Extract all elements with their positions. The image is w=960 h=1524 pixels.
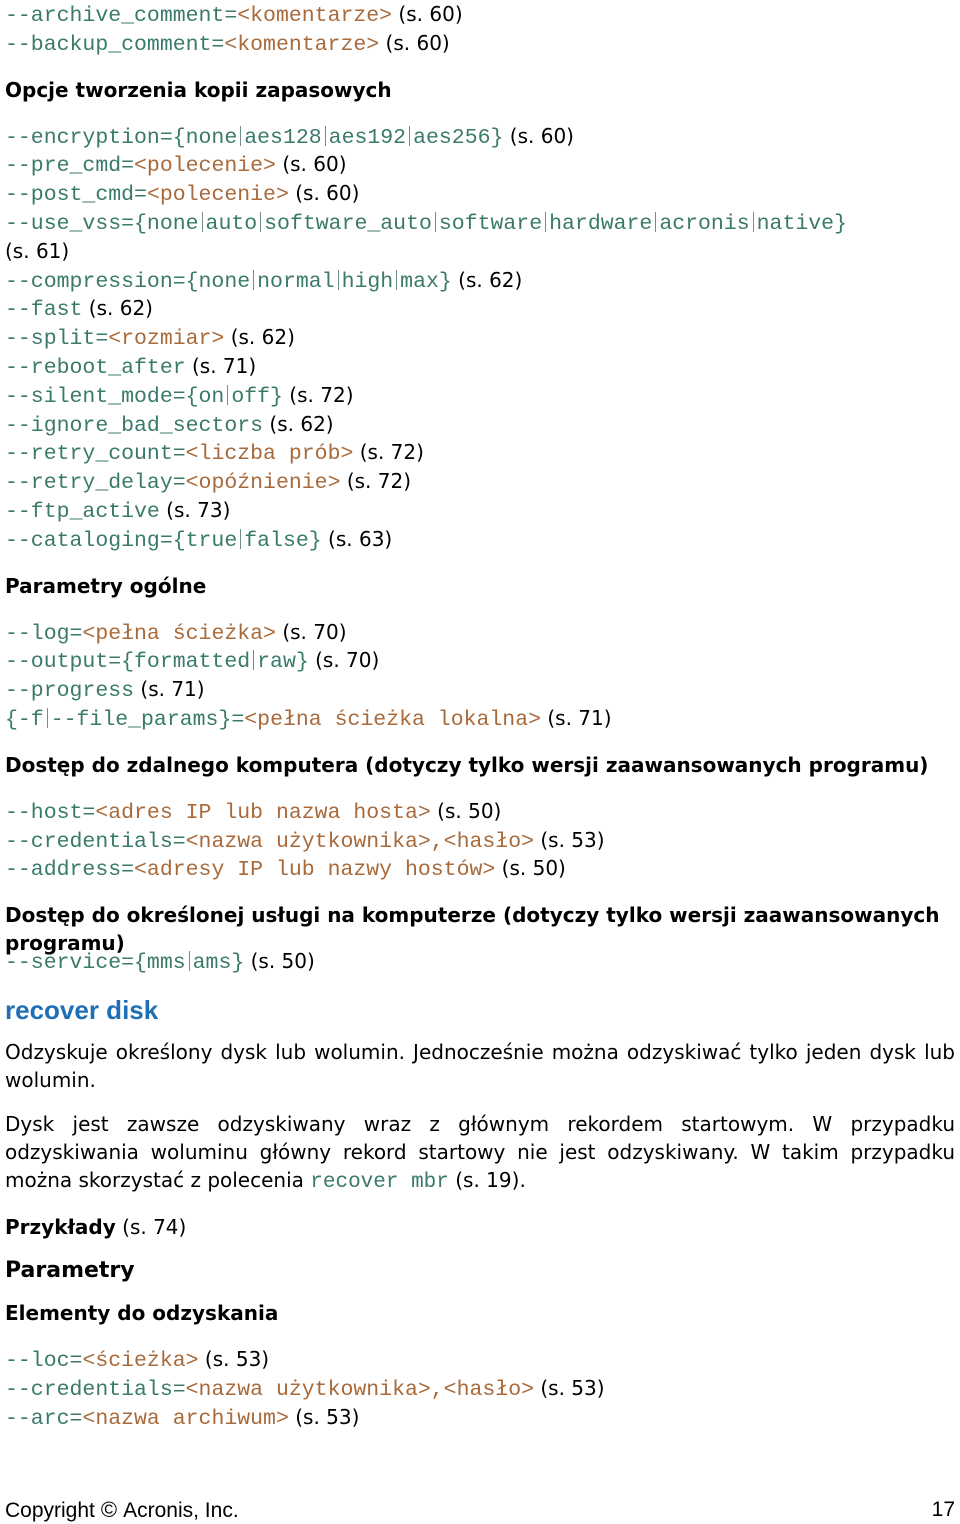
option-code[interactable]: high: [341, 269, 394, 294]
option-line: [5, 438, 955, 467]
option-list-general: [5, 618, 955, 733]
page-ref: (s. 62): [224, 325, 295, 350]
option-line: [5, 122, 955, 151]
option-code[interactable]: --retry_count=: [5, 442, 186, 467]
option-placeholder[interactable]: <polecenie>: [134, 154, 276, 179]
option-line: [5, 410, 955, 439]
option-placeholder[interactable]: <ścieżka>: [82, 1348, 199, 1373]
examples-line: [5, 1213, 955, 1241]
option-line: [5, 381, 955, 410]
command-link-recover-mbr[interactable]: recover mbr: [310, 1170, 449, 1194]
option-placeholder[interactable]: <komentarze>: [237, 4, 393, 28]
pipe-separator: [753, 212, 754, 232]
option-line: [5, 947, 955, 976]
page-ref: (s. 63): [321, 526, 393, 551]
option-code[interactable]: --address=: [5, 858, 135, 883]
page-ref: (s. 62): [451, 267, 523, 292]
option-placeholder[interactable]: <rozmiar>: [108, 327, 225, 352]
option-code[interactable]: --use_vss={none: [5, 211, 199, 236]
option-line: [5, 266, 955, 295]
page-ref: (s. 62): [82, 296, 153, 321]
option-code[interactable]: software: [438, 211, 543, 236]
option-placeholder[interactable]: <polecenie>: [146, 183, 289, 208]
pipe-separator: [655, 212, 656, 232]
option-code[interactable]: --encryption={none: [5, 125, 238, 150]
page-ref: (s. 70): [275, 619, 347, 644]
option-line: [5, 0, 955, 29]
option-line: [5, 704, 955, 733]
option-line: [5, 1345, 955, 1374]
option-placeholder[interactable]: <komentarze>: [224, 32, 380, 57]
option-code[interactable]: --arc=: [5, 1406, 83, 1431]
page-ref: (s. 72): [353, 440, 424, 465]
paragraph-description: Odzyskuje określony dysk lub wolumin. Jednocześnie można odzyskiwać tylko jeden dysk lub wolumin.: [5, 1039, 955, 1092]
option-placeholder[interactable]: <liczba prób>: [185, 442, 354, 467]
heading-general-params: Parametry ogólne: [5, 573, 207, 598]
page-ref: (s. 50): [430, 798, 502, 823]
option-code[interactable]: false}: [244, 528, 322, 553]
section-title-recover-disk: recover disk: [5, 994, 159, 1025]
option-code[interactable]: --backup_comment=: [5, 32, 225, 57]
option-code[interactable]: --credentials=: [5, 1377, 186, 1402]
page-footer: [5, 1496, 955, 1524]
page-ref: (s. 60): [275, 152, 347, 177]
page-ref: (s. 53): [534, 827, 605, 852]
pipe-separator: [338, 270, 339, 290]
option-code[interactable]: max}: [400, 269, 452, 294]
option-code[interactable]: --reboot_after: [5, 355, 186, 380]
option-code[interactable]: --progress: [5, 679, 135, 704]
option-code[interactable]: --log=: [5, 621, 83, 646]
option-list-backup: [5, 122, 955, 554]
page-ref: (s. 72): [282, 382, 354, 407]
page-ref: (s. 71): [185, 353, 257, 378]
option-code[interactable]: --pre_cmd=: [5, 154, 135, 179]
page-ref: (s. 61): [5, 238, 70, 263]
copyright-label: Copyright: [5, 1499, 95, 1522]
pipe-separator: [545, 212, 546, 232]
pipe-separator: [227, 385, 228, 405]
option-code[interactable]: --loc=: [5, 1348, 83, 1373]
option-code[interactable]: --host=: [5, 800, 96, 825]
pipe-separator: [396, 270, 397, 290]
option-code[interactable]: --file_params}=: [50, 707, 245, 732]
option-code[interactable]: --fast: [5, 298, 83, 323]
option-line: [5, 352, 955, 381]
pipe-separator: [202, 212, 203, 232]
option-code[interactable]: --post_cmd=: [5, 183, 147, 208]
option-line: [5, 496, 955, 525]
option-code[interactable]: software_auto: [264, 211, 432, 236]
page-content: [5, 0, 955, 1431]
page-ref: (s. 71): [541, 705, 612, 730]
heading-service-access: Dostęp do określonej usługi na komputerze (dotyczy tylko wersji zaawansowanych programu): [5, 903, 940, 956]
option-line: [5, 797, 955, 826]
pipe-separator: [240, 126, 241, 146]
option-placeholder[interactable]: <nazwa archiwum>: [82, 1406, 289, 1431]
paragraph-mbr-note: [5, 1110, 955, 1197]
option-code[interactable]: off}: [231, 384, 283, 409]
pipe-separator: [325, 126, 326, 146]
option-code[interactable]: aes256}: [413, 125, 504, 150]
company-name: Acronis, Inc.: [123, 1499, 239, 1522]
page-ref: (s. 53): [288, 1404, 360, 1429]
page-ref: (s. 50): [495, 856, 566, 881]
option-line: [5, 467, 955, 496]
option-code[interactable]: --ignore_bad_sectors: [5, 413, 264, 438]
copyright-symbol: ©: [100, 1497, 118, 1522]
option-code[interactable]: auto: [205, 211, 258, 236]
page-ref: (s. 73): [159, 497, 231, 522]
option-list-remote: [5, 797, 955, 883]
option-code[interactable]: --credentials=: [5, 829, 186, 854]
paragraph-text: Dysk jest zawsze odzyskiwany wraz z głównym rekordem startowym. W przypadku odzyskiwania woluminu główny rekord startowy nie jest odzyskiwany. W takim przypadku można skorzystać z polecenia: [5, 1111, 955, 1192]
option-code[interactable]: --compression={none: [5, 269, 251, 294]
option-placeholder[interactable]: <adres IP lub nazwa hosta>: [95, 800, 431, 825]
option-line: [5, 150, 955, 179]
page-ref: (s. 60): [379, 30, 450, 55]
option-line: [5, 525, 955, 554]
option-line: [5, 618, 955, 647]
pipe-separator: [253, 650, 254, 670]
option-placeholder[interactable]: <pełna ścieżka>: [82, 621, 276, 646]
option-placeholder[interactable]: <nazwa użytkownika>,<hasło>: [185, 1377, 534, 1402]
examples-label[interactable]: Przykłady: [5, 1214, 116, 1239]
pipe-separator: [253, 270, 254, 290]
option-list-service: [5, 947, 955, 976]
examples-ref: (s. 74): [115, 1214, 187, 1239]
option-code[interactable]: --service={mms: [5, 951, 186, 976]
option-line: [5, 675, 955, 704]
page-ref: (s. 53): [198, 1346, 270, 1371]
option-code[interactable]: --silent_mode={on: [5, 384, 225, 409]
option-line: [5, 854, 955, 883]
pipe-separator: [409, 126, 410, 146]
pipe-separator: [435, 212, 436, 232]
page-number: 17: [931, 1498, 955, 1521]
option-line: [5, 826, 955, 855]
option-placeholder[interactable]: <nazwa użytkownika>,<hasło>: [185, 829, 534, 854]
option-code[interactable]: raw}: [257, 650, 309, 675]
page-ref: (s. 53): [534, 1375, 605, 1400]
option-line: [5, 294, 955, 323]
option-code[interactable]: ams}: [192, 951, 245, 976]
option-code[interactable]: normal: [257, 269, 335, 294]
page-ref: (s. 71): [134, 677, 205, 702]
option-code[interactable]: aes192: [328, 125, 407, 150]
option-placeholder[interactable]: <opóźnienie>: [185, 471, 341, 496]
footer-copyright: [5, 1497, 239, 1523]
pipe-separator: [240, 529, 241, 549]
option-code[interactable]: acronis: [659, 211, 750, 236]
page-ref: (s. 19).: [448, 1167, 526, 1192]
heading-remote-access: Dostęp do zdalnego komputera (dotyczy tylko wersji zaawansowanych programu): [5, 752, 929, 777]
option-line: [5, 208, 955, 237]
heading-items-to-recover: Elementy do odzyskania: [5, 1300, 279, 1325]
option-line: [5, 237, 955, 266]
option-placeholder[interactable]: <pełna ścieżka lokalna>: [244, 707, 542, 732]
option-line: [5, 646, 955, 675]
page-ref: (s. 70): [308, 648, 380, 673]
option-code[interactable]: hardware: [549, 211, 653, 236]
option-list-top: [5, 0, 955, 58]
option-code[interactable]: native}: [756, 211, 847, 236]
option-list-items: [5, 1345, 955, 1431]
pipe-separator: [260, 212, 261, 232]
option-line: [5, 29, 955, 58]
option-code[interactable]: {-f: [5, 707, 44, 732]
option-code[interactable]: --cataloging={true: [5, 528, 238, 553]
page-ref: (s. 60): [288, 181, 360, 206]
option-line: [5, 323, 955, 352]
page-ref: (s. 60): [392, 2, 463, 26]
option-code[interactable]: --ftp_active: [5, 499, 160, 524]
pipe-separator: [47, 708, 48, 728]
option-code[interactable]: --output={formatted: [5, 650, 251, 675]
pipe-separator: [189, 951, 190, 971]
option-code[interactable]: --split=: [5, 327, 109, 352]
page-ref: (s. 72): [340, 469, 412, 494]
page-ref: (s. 62): [263, 411, 334, 436]
heading-parameters: Parametry: [5, 1257, 135, 1283]
page-ref: (s. 50): [244, 949, 315, 974]
option-line: [5, 1374, 955, 1403]
option-placeholder[interactable]: <adresy IP lub nazwy hostów>: [134, 858, 496, 883]
heading-backup-options: Opcje tworzenia kopii zapasowych: [5, 77, 392, 102]
option-code[interactable]: --retry_delay=: [5, 471, 186, 496]
option-line: [5, 1403, 955, 1432]
option-code[interactable]: --archive_comment=: [5, 4, 238, 28]
page-ref: (s. 60): [503, 123, 574, 148]
option-code[interactable]: aes128: [244, 125, 322, 150]
option-line: [5, 179, 955, 208]
